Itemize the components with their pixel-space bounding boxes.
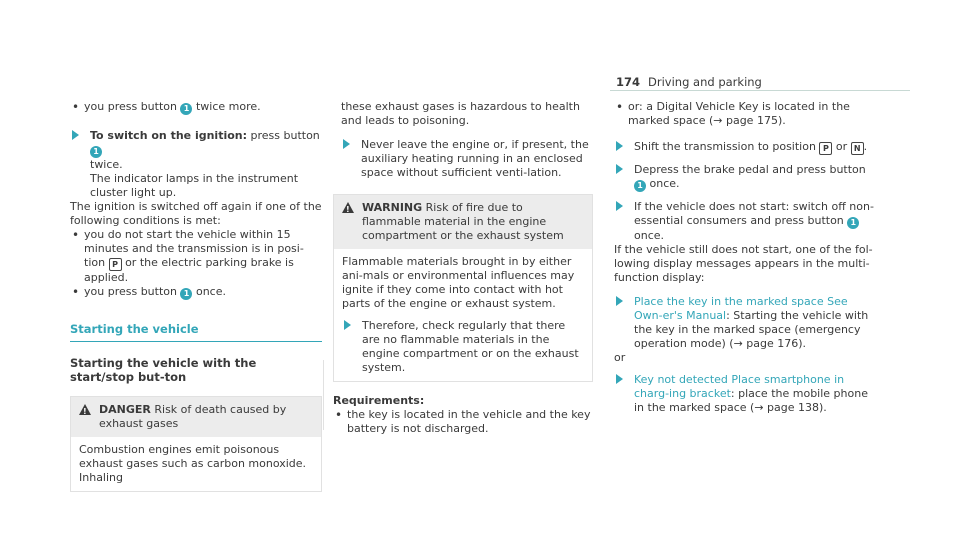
condition-timeout: • you do not start the vehicle within 15 minutes and the transmission is in posi-tion P or the electric parking brake is applied. bbox=[70, 228, 322, 285]
step-arrow-icon bbox=[343, 139, 350, 149]
column-2 bbox=[333, 100, 593, 436]
button-1-icon: 1 bbox=[180, 103, 192, 115]
or-label: or bbox=[614, 351, 626, 364]
message-place-key: Place the key in the marked space See Own-er's Manual: Starting the vehicle with the key in the marked space (emergency operation mode) (→ page 176). bbox=[614, 295, 876, 351]
step-arrow-icon bbox=[616, 164, 623, 174]
gear-p-icon: P bbox=[109, 258, 122, 271]
step-depress-brake: Depress the brake pedal and press button 1 once. bbox=[614, 163, 876, 192]
danger-box: ! DANGER Risk of death caused by exhaust gases Combustion engines emit poisonous exhaust gases such as carbon monoxide. Inhaling bbox=[70, 396, 322, 492]
display-message-text: Key not detected Place smartphone in charg-ing bracket bbox=[634, 373, 845, 400]
danger-box-edge bbox=[323, 360, 324, 430]
condition-press-once: • you press button 1 once. bbox=[70, 285, 322, 300]
step-arrow-icon bbox=[616, 296, 623, 306]
button-1-icon: 1 bbox=[180, 288, 192, 300]
step-arrow-icon bbox=[616, 374, 623, 384]
bullet-press-twice: • you press button 1 twice more. bbox=[70, 100, 322, 115]
step-check-flammables: Therefore, check regularly that there are no flammable materials in the engine compartment or on the exhaust system. bbox=[342, 319, 584, 375]
page-header bbox=[616, 75, 762, 89]
subsection-title: Starting the vehicle with the start/stop but-ton bbox=[70, 356, 257, 384]
section-starting-vehicle bbox=[70, 322, 322, 342]
step-arrow-icon bbox=[72, 130, 79, 140]
message-key-not-detected: Key not detected Place smartphone in charg-ing bracket: place the mobile phone in the marked space (→ page 138). bbox=[614, 373, 876, 415]
step-never-leave-engine: Never leave the engine or, if present, the auxiliary heating running in an enclosed space without sufficient venti-lation. bbox=[341, 138, 593, 180]
button-1-icon: 1 bbox=[634, 180, 646, 192]
warning-triangle-icon bbox=[79, 404, 91, 415]
step-arrow-icon bbox=[616, 141, 623, 151]
section-title: Starting the vehicle bbox=[70, 322, 199, 336]
section-name: Driving and parking bbox=[648, 75, 762, 89]
header-rule bbox=[610, 90, 910, 91]
button-1-icon: 1 bbox=[90, 146, 102, 158]
step-arrow-icon bbox=[344, 320, 351, 330]
warning-box: ! WARNING Risk of fire due to flammable material in the engine compartment or the exhaust system Flammable materials brought in by either ani-mals or environmental influences may ignite if they come into contact with hot parts of the engine or exhaust system. Therefore, check regularly that there are no flammable materials in the engine compartment or on the exhaust system. bbox=[333, 194, 593, 382]
gear-n-icon: N bbox=[851, 142, 864, 155]
column-3 bbox=[614, 100, 876, 415]
step-shift-transmission: Shift the transmission to position P or N . bbox=[614, 140, 876, 155]
step-does-not-start: If the vehicle does not start: switch off non-essential consumers and press button 1 once. bbox=[614, 200, 876, 243]
gear-p-icon: P bbox=[819, 142, 832, 155]
display-message-text: Place the key in the marked space See Own-er's Manual bbox=[634, 295, 848, 322]
display-messages-intro: If the vehicle still does not start, one of the fol-lowing display messages appears in the multi-function display: bbox=[614, 243, 873, 284]
requirement-key-inside: • the key is located in the vehicle and the key battery is not discharged. bbox=[333, 408, 593, 436]
section-rule bbox=[70, 341, 322, 342]
requirements-label: Requirements: bbox=[333, 394, 425, 407]
step-arrow-icon bbox=[616, 201, 623, 211]
danger-box-continued: these exhaust gases is hazardous to health and leads to poisoning. Never leave the engine or, if present, the auxiliary heating running in an enclosed space without sufficient venti-lation. bbox=[333, 100, 593, 180]
step-switch-on-ignition: To switch on the ignition: press button 1 twice. The indicator lamps in the instrument cluster light up. bbox=[70, 129, 322, 200]
page-number: 174 bbox=[616, 75, 641, 89]
button-1-icon: 1 bbox=[847, 217, 859, 229]
switch-off-intro: The ignition is switched off again if one of the following conditions is met: bbox=[70, 200, 322, 227]
column-1 bbox=[70, 100, 322, 492]
requirement-digital-key: • or: a Digital Vehicle Key is located in the marked space (→ page 175). bbox=[614, 100, 876, 128]
warning-triangle-icon bbox=[342, 202, 354, 213]
